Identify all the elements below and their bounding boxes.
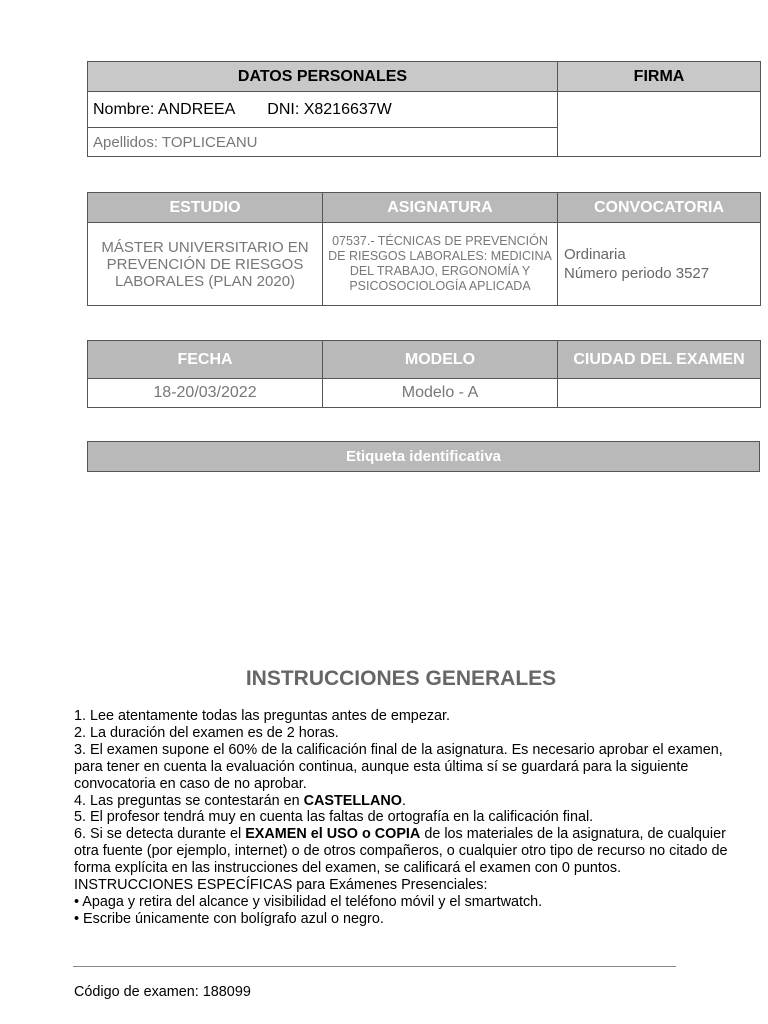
instruction-item: 1. Lee atentamente todas las preguntas antes de empezar. (74, 708, 451, 724)
instruction-text: 6. Si se detecta durante el (74, 826, 246, 843)
instruction-text: . (401, 792, 406, 809)
study-value: MÁSTER UNIVERSITARIO EN PREVENCIÓN DE RIESGOS LABORALES (PLAN 2020) (88, 223, 323, 306)
instruction-item (74, 826, 734, 877)
instructions-title: INSTRUCCIONES GENERALES (245, 667, 557, 690)
model-header: MODELO (323, 341, 558, 379)
instructions-body (74, 708, 734, 928)
call-cell (558, 223, 761, 306)
specific-instructions-title: INSTRUCCIONES ESPECÍFICAS para Exámenes Presenciales: (74, 877, 488, 894)
instruction-bold: CASTELLANO (303, 792, 402, 809)
identification-label-header: Etiqueta identificativa (88, 442, 760, 472)
exam-table (87, 340, 761, 408)
period-value: Número periodo 3527 (564, 265, 710, 282)
model-value: Modelo - A (323, 379, 558, 408)
student-name: Nombre: ANDREEA (93, 100, 236, 118)
personal-data-header: DATOS PERSONALES (88, 62, 558, 92)
call-value: Ordinaria (564, 246, 626, 263)
instruction-item: 3. El examen supone el 60% de la calificación final de la asignatura. Es necesario aprobar el examen, para tener en cuenta la evaluación continua, aunque esta última sí se guardará para la siguiente convocatoria en caso de no aprobar. (74, 741, 723, 792)
city-header: CIUDAD DEL EXAMEN (558, 341, 761, 379)
instruction-bullet: • Escribe únicamente con bolígrafo azul o negro. (74, 910, 384, 927)
instruction-text: de los materiales de la asignatura, de cualquier otra fuente (por ejemplo, internet) o de otros compañeros, o cualquier otro tipo de recurso no citado de forma explícita en las instrucciones del examen, se calificará el examen con 0 puntos. (74, 826, 728, 877)
call-header: CONVOCATORIA (558, 193, 761, 223)
signature-box (558, 92, 761, 157)
city-value (558, 379, 761, 408)
instruction-text: 4. Las preguntas se contestarán en (74, 792, 304, 809)
instruction-bullet: • Apaga y retira del alcance y visibilidad el teléfono móvil y el smartwatch. (74, 893, 543, 910)
subject-value: 07537.- TÉCNICAS DE PREVENCIÓN DE RIESGOS LABORALES: MEDICINA DEL TRABAJO, ERGONOMÍA Y PSICOSOCIOLOGÍA APLICADA (323, 223, 558, 306)
instruction-item: 2. La duración del examen es de 2 horas. (74, 724, 339, 741)
footer-divider (73, 966, 676, 967)
signature-header: FIRMA (558, 62, 761, 92)
date-value: 18-20/03/2022 (88, 379, 323, 408)
study-table (87, 192, 761, 306)
date-header: FECHA (88, 341, 323, 379)
student-surname: Apellidos: TOPLICEANU (88, 128, 558, 157)
exam-code: Código de examen: 188099 (74, 984, 251, 1000)
subject-header: ASIGNATURA (323, 193, 558, 223)
instruction-bold: EXAMEN el USO o COPIA (245, 826, 421, 843)
instruction-item: 5. El profesor tendrá muy en cuenta las faltas de ortografía en la calificación final. (74, 809, 594, 826)
instruction-item (74, 793, 734, 810)
personal-data-table (87, 61, 761, 157)
student-dni: DNI: X8216637W (267, 100, 392, 118)
name-cell (88, 92, 558, 128)
study-header: ESTUDIO (88, 193, 323, 223)
label-table (87, 441, 760, 472)
